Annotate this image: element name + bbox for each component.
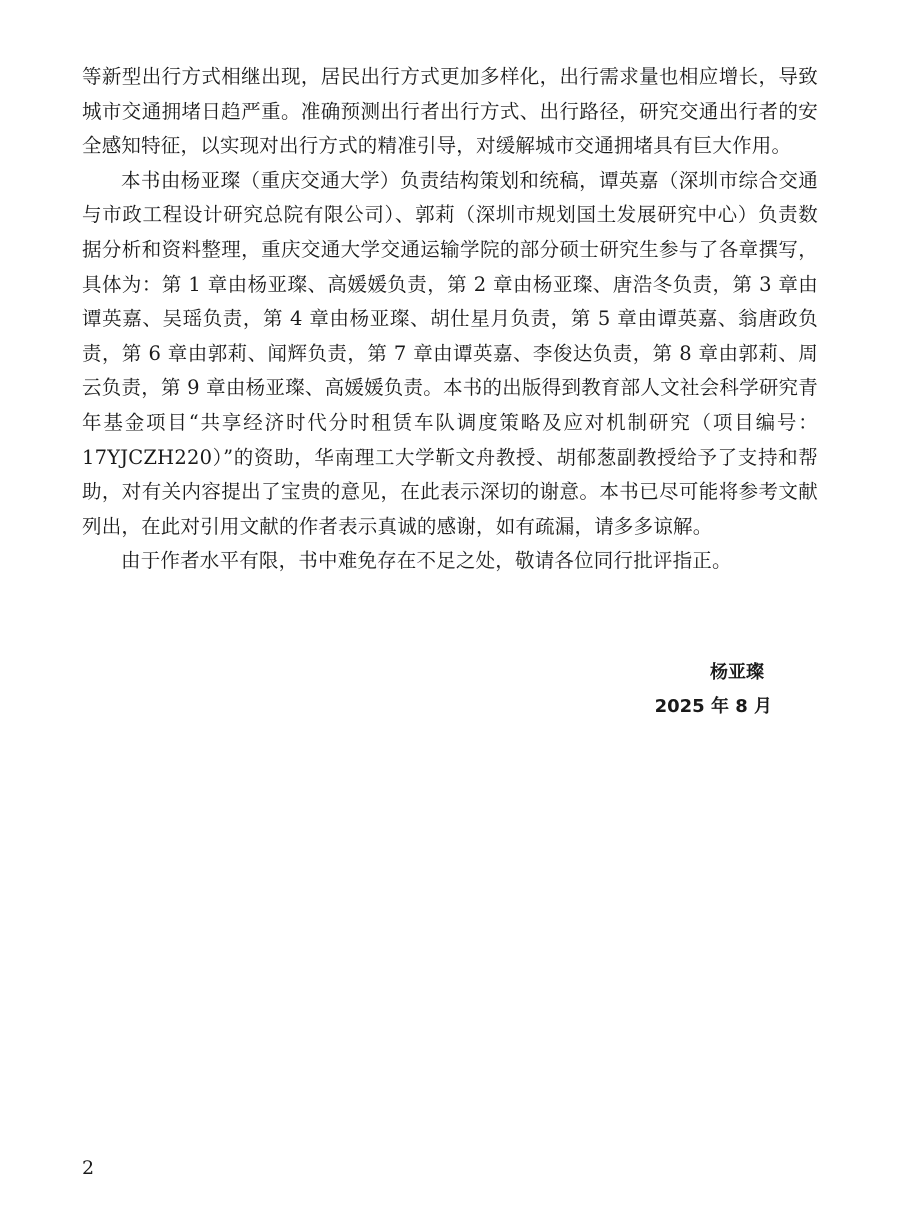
signature-date: 2025 年 8 月 — [654, 696, 772, 717]
signature-block — [655, 656, 772, 724]
page-number: 2 — [82, 1157, 95, 1179]
signature-author: 杨亚璨 — [710, 662, 764, 683]
paragraph-closing-remark: 由于作者水平有限，书中难免存在不足之处，敬请各位同行批评指正。 — [121, 549, 732, 573]
paragraph-continuation: 等新型出行方式相继出现，居民出行方式更加多样化，出行需求量也相应增长，导致城市交通拥堵日趋严重。准确预测出行者出行方式、出行路径，研究交通出行者的安全感知特征，以实现对出行方式的精准引导，对缓解城市交通拥堵具有巨大作用。 — [82, 65, 818, 158]
paragraph-authors-acknowledgement: 本书由杨亚璨（重庆交通大学）负责结构策划和统稿，谭英嘉（深圳市综合交通与市政工程设计研究总院有限公司）、郭莉（深圳市规划国土发展研究中心）负责数据分析和资料整理，重庆交通大学交通运输学院的部分硕士研究生参与了各章撰写，具体为：第 1 章由杨亚璨、高媛媛负责，第 2 章由杨亚璨、唐浩冬负责，第 3 章由谭英嘉、吴瑶负责，第 4 章由杨亚璨、胡仕星月负责，第 5 章由谭英嘉、翁唐政负责，第 6 章由郭莉、闻辉负责，第 7 章由谭英嘉、李俊达负责，第 8 章由郭莉、周云负责，第 9 章由杨亚璨、高媛媛负责。本书的出版得到教育部人文社会科学研究青年基金项目“共享经济时代分时租赁车队调度策略及应对机制研究（项目编号：17YJCZH220）”的资助，华南理工大学靳文舟教授、胡郁葱副教授给予了支持和帮助，对有关内容提出了宝贵的意见，在此表示深切的谢意。本书已尽可能将参考文献列出，在此对引用文献的作者表示真诚的感谢，如有疏漏，请多多谅解。 — [82, 168, 818, 538]
preface-body — [82, 60, 818, 579]
